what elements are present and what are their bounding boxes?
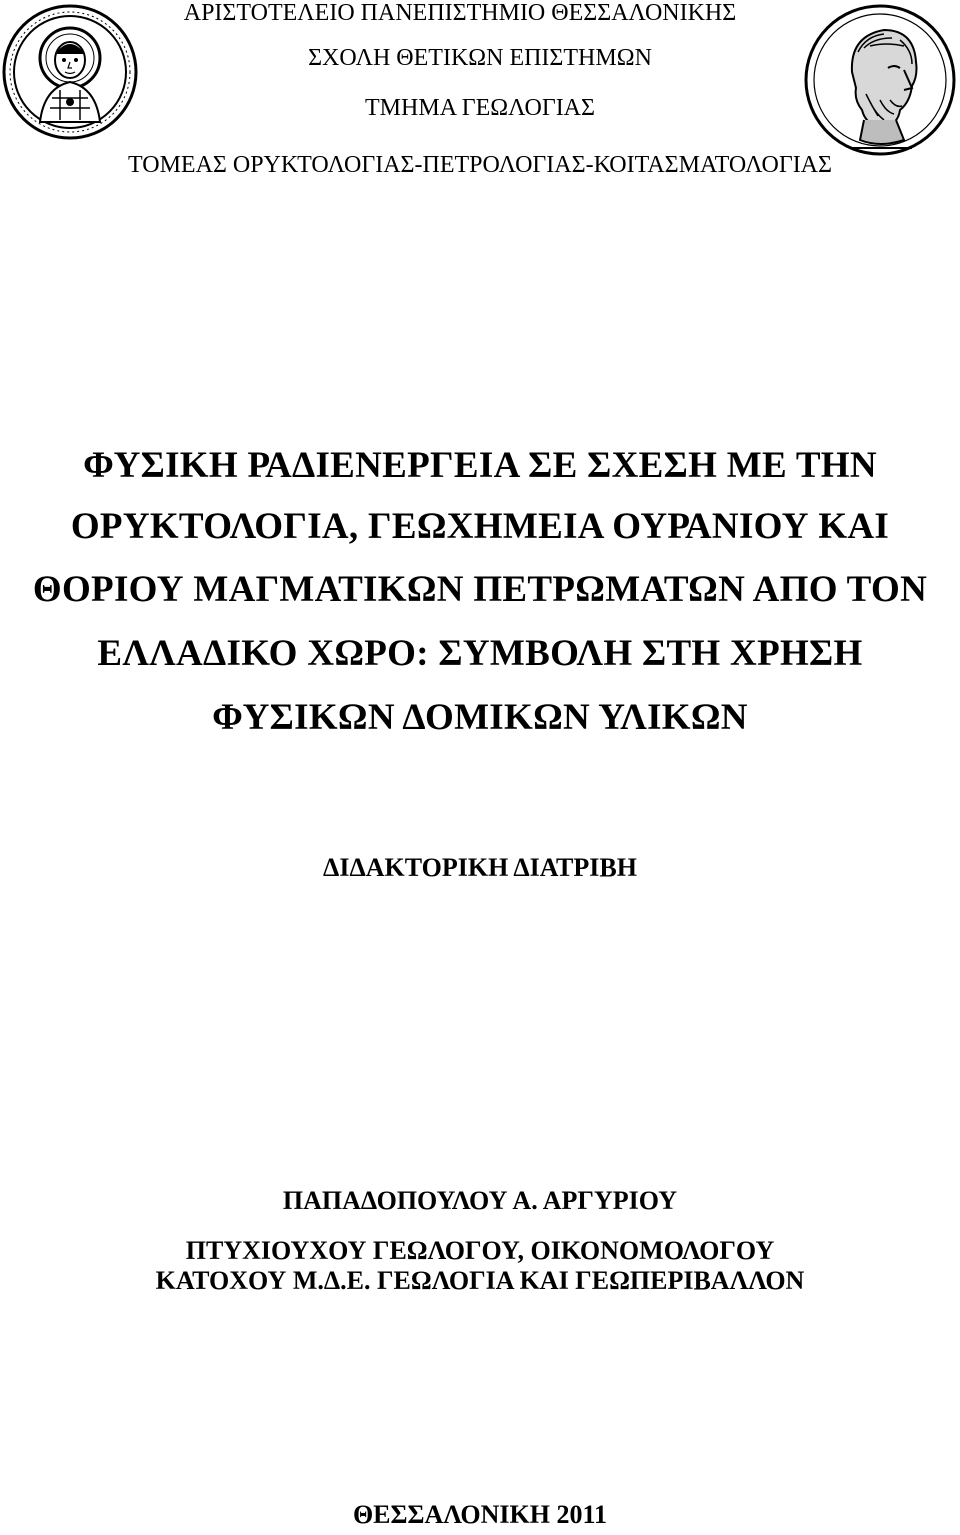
thesis-title-line-5: ΦΥΣΙΚΩΝ ΔΟΜΙΚΩΝ ΥΛΙΚΩΝ [212,697,748,738]
thesis-title-line-4: ΕΛΛΑΔΙΚΟ ΧΩΡΟ: ΣΥΜΒΟΛΗ ΣΤΗ ΧΡΗΣΗ [97,633,863,674]
author-degree-2: ΚΑΤΟΧΟΥ Μ.Δ.Ε. ΓΕΩΛΟΓΙΑ ΚΑΙ ΓΕΩΠΕΡΙΒΑΛΛΟΝ [155,1266,805,1295]
author-degree-1: ΠΤΥΧΙΟΥΧΟΥ ΓΕΩΛΟΓΟΥ, ΟΙΚΟΝΟΜΟΛΟΓΟΥ [185,1236,775,1265]
department-name: ΤΜΗΜΑ ΓΕΩΛΟΓΙΑΣ [365,95,595,121]
school-name: ΣΧΟΛΗ ΘΕΤΙΚΩΝ ΕΠΙΣΤΗΜΩΝ [308,45,652,71]
thesis-type: ΔΙΔΑΚΤΟΡΙΚΗ ΔΙΑΤΡΙΒΗ [323,853,637,882]
place-year: ΘΕΣΣΑΛΟΝΙΚΗ 2011 [352,1500,608,1529]
thesis-title-line-2: ΟΡΥΚΤΟΛΟΓΙΑ, ΓΕΩΧΗΜΕΙΑ ΟΥΡΑΝΙΟΥ ΚΑΙ [70,506,890,547]
university-name: ΑΡΙΣΤΟΤΕΛΕΙΟ ΠΑΝΕΠΙΣΤΗΜΙΟ ΘΕΣΣΑΛΟΝΙΚΗΣ [183,0,737,26]
thesis-title-line-3: ΘΟΡΙΟΥ ΜΑΓΜΑΤΙΚΩΝ ΠΕΤΡΩΜΑΤΩΝ ΑΠΟ ΤΟΝ [32,569,928,610]
author-name: ΠΑΠΑΔΟΠΟΥΛΟΥ Α. ΑΡΓΥΡΙΟΥ [282,1186,678,1215]
sector-name: ΤΟΜΕΑΣ ΟΡΥΚΤΟΛΟΓΙΑΣ-ΠΕΤΡΟΛΟΓΙΑΣ-ΚΟΙΤΑΣΜΑΤΟΛΟΓΙΑΣ [128,152,832,178]
thesis-title-line-1: ΦΥΣΙΚΗ ΡΑΔΙΕΝΕΡΓΕΙΑ ΣΕ ΣΧΕΣΗ ΜΕ ΤΗΝ [83,445,877,486]
